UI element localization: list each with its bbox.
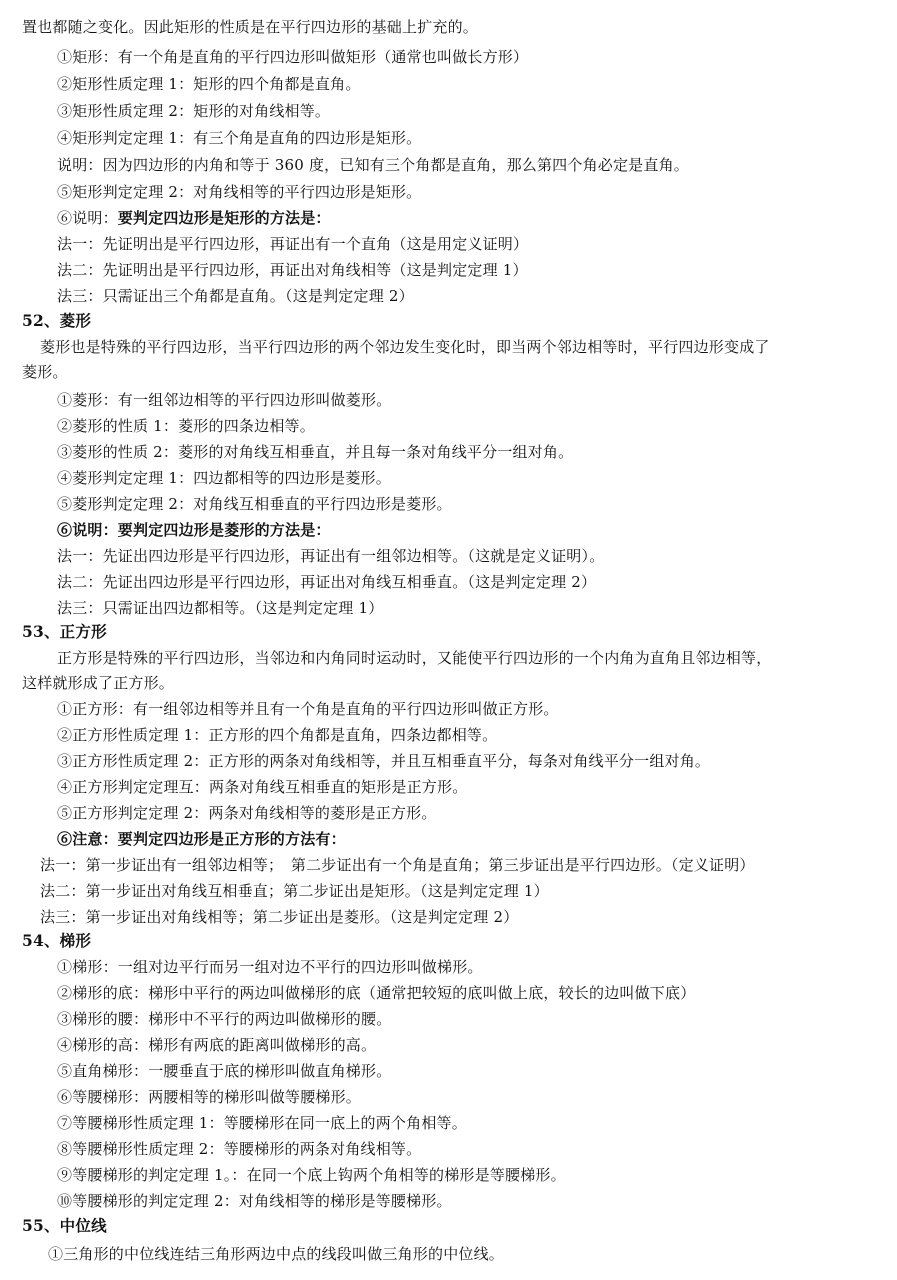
text-line: ②正方形性质定理 1：正方形的四个角都是直角，四条边都相等。 bbox=[57, 726, 498, 744]
text-line: ①矩形：有一个角是直角的平行四边形叫做矩形（通常也叫做长方形） bbox=[57, 48, 529, 66]
text-line: ②矩形性质定理 1：矩形的四个角都是直角。 bbox=[57, 75, 361, 93]
text-line: 法三：只需证出四边都相等。（这是判定定理 1） bbox=[57, 599, 384, 617]
text-line: ②梯形的底：梯形中平行的两边叫做梯形的底（通常把较短的底叫做上底，较长的边叫做下底） bbox=[57, 984, 696, 1002]
text-line: ⑥等腰梯形：两腰相等的梯形叫做等腰梯形。 bbox=[57, 1088, 362, 1106]
text-line: 正方形是特殊的平行四边形，当邻边和内角同时运动时，又能使平行四边形的一个内角为直角且邻边相等， bbox=[57, 649, 772, 667]
text-line: 这样就形成了正方形。 bbox=[22, 674, 175, 692]
bold-note: ⑥注意：要判定四边形是正方形的方法有： bbox=[57, 830, 346, 848]
text-line: 菱形也是特殊的平行四边形，当平行四边形的两个邻边发生变化时，即当两个邻边相等时，平行四边形变成了 bbox=[40, 338, 770, 356]
text-line: ①菱形：有一组邻边相等的平行四边形叫做菱形。 bbox=[57, 391, 392, 409]
section-heading: 52、菱形 bbox=[22, 311, 92, 330]
text-line: ④菱形判定定理 1：四边都相等的四边形是菱形。 bbox=[57, 469, 391, 487]
text-line: ②菱形的性质 1：菱形的四条边相等。 bbox=[57, 417, 315, 435]
bold-note: 要判定四边形是矩形的方法是： bbox=[117, 209, 331, 227]
text-line: ③菱形的性质 2：菱形的对角线互相垂直，并且每一条对角线平分一组对角。 bbox=[57, 443, 574, 461]
text-line: 说明：因为四边形的内角和等于 360 度，已知有三个角都是直角，那么第四个角必定是直角。 bbox=[57, 156, 689, 174]
text-line: 法一：先证明出是平行四边形，再证出有一个直角（这是用定义证明） bbox=[57, 235, 529, 253]
text-line: ⑧等腰梯形性质定理 2：等腰梯形的两条对角线相等。 bbox=[57, 1140, 422, 1158]
text-line bbox=[57, 208, 331, 228]
text-line: ①正方形：有一组邻边相等并且有一个角是直角的平行四边形叫做正方形。 bbox=[57, 700, 559, 718]
text-line: 法二：先证明出是平行四边形，再证出对角线相等（这是判定定理 1） bbox=[57, 261, 528, 279]
text-line: 置也都随之变化。因此矩形的性质是在平行四边形的基础上扩充的。 bbox=[22, 18, 479, 36]
text-line: ⑦等腰梯形性质定理 1：等腰梯形在同一底上的两个角相等。 bbox=[57, 1114, 467, 1132]
text-line: ⑤菱形判定定理 2：对角线互相垂直的平行四边形是菱形。 bbox=[57, 495, 452, 513]
text-line: 法三：第一步证出对角线相等；第二步证出是菱形。（这是判定定理 2） bbox=[40, 908, 519, 926]
note-prefix: ⑥说明： bbox=[57, 209, 118, 227]
text-line: 法二：先证出四边形是平行四边形，再证出对角线互相垂直。（这是判定定理 2） bbox=[57, 573, 597, 591]
text-line: ⑤矩形判定定理 2：对角线相等的平行四边形是矩形。 bbox=[57, 183, 422, 201]
text-line: 法一：先证出四边形是平行四边形，再证出有一组邻边相等。（这就是定义证明）。 bbox=[57, 547, 605, 565]
section-heading: 53、正方形 bbox=[22, 622, 107, 641]
text-line: ③梯形的腰：梯形中不平行的两边叫做梯形的腰。 bbox=[57, 1010, 392, 1028]
section-heading: 55、中位线 bbox=[22, 1216, 107, 1235]
text-line: 法三：只需证出三个角都是直角。（这是判定定理 2） bbox=[57, 287, 414, 305]
text-line: ④正方形判定定理互：两条对角线互相垂直的矩形是正方形。 bbox=[57, 778, 468, 796]
text-line: ⑤直角梯形：一腰垂直于底的梯形叫做直角梯形。 bbox=[57, 1062, 392, 1080]
text-line: 法一：第一步证出有一组邻边相等； 第二步证出有一个角是直角；第三步证出是平行四边形。（定义证明） bbox=[40, 856, 755, 874]
bold-note: ⑥说明：要判定四边形是菱形的方法是： bbox=[57, 521, 331, 539]
text-line: ①三角形的中位线连结三角形两边中点的线段叫做三角形的中位线。 bbox=[48, 1245, 505, 1263]
text-line: ④梯形的高：梯形有两底的距离叫做梯形的高。 bbox=[57, 1036, 377, 1054]
section-heading: 54、梯形 bbox=[22, 931, 92, 950]
text-line: 法二：第一步证出对角线互相垂直；第二步证出是矩形。（这是判定定理 1） bbox=[40, 882, 549, 900]
text-line: ⑤正方形判定定理 2：两条对角线相等的菱形是正方形。 bbox=[57, 804, 437, 822]
text-line: ⑨等腰梯形的判定定理 1。：在同一个底上钩两个角相等的梯形是等腰梯形。 bbox=[57, 1166, 566, 1184]
text-line: ③矩形性质定理 2：矩形的对角线相等。 bbox=[57, 102, 331, 120]
text-line: ③正方形性质定理 2：正方形的两条对角线相等，并且互相垂直平分，每条对角线平分一组对角。 bbox=[57, 752, 711, 770]
text-line: 菱形。 bbox=[22, 363, 68, 381]
text-line: ⑩等腰梯形的判定定理 2：对角线相等的梯形是等腰梯形。 bbox=[57, 1192, 452, 1210]
text-line: ④矩形判定定理 1：有三个角是直角的四边形是矩形。 bbox=[57, 129, 422, 147]
text-line: ①梯形：一组对边平行而另一组对边不平行的四边形叫做梯形。 bbox=[57, 958, 483, 976]
